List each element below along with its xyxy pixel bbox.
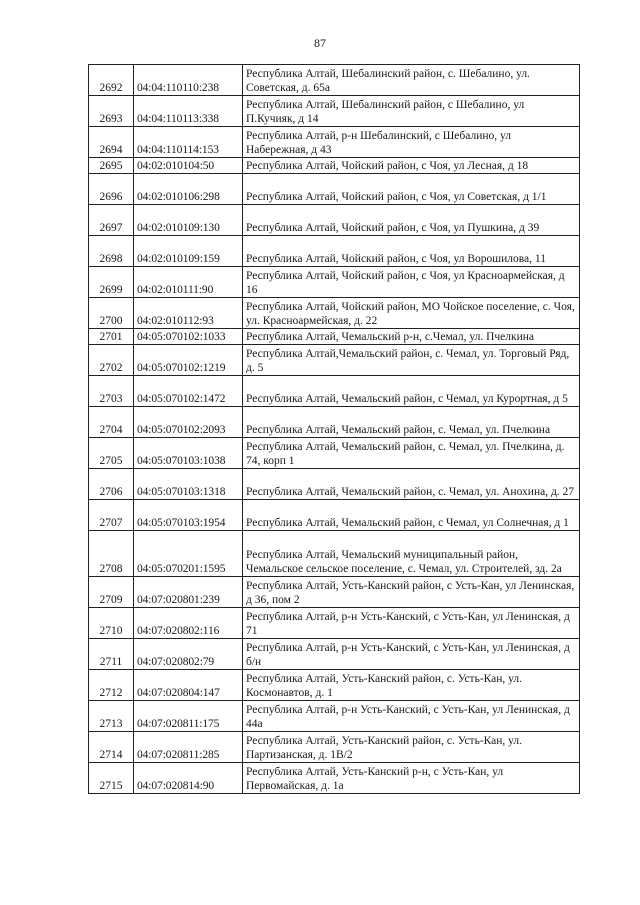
cadastral-number-cell: 04:05:070103:1318 bbox=[134, 469, 243, 500]
cadastral-number-cell: 04:07:020811:285 bbox=[134, 732, 243, 763]
address-cell: Республика Алтай, Шебалинский район, с Шебалино, ул П.Кучияк, д 14 bbox=[243, 96, 580, 127]
registry-table bbox=[88, 64, 580, 794]
cadastral-number-cell: 04:02:010104:50 bbox=[134, 158, 243, 174]
table-row bbox=[89, 469, 580, 500]
cadastral-number-cell: 04:05:070103:1954 bbox=[134, 500, 243, 531]
row-number-cell: 2707 bbox=[89, 500, 134, 531]
registry-table-body bbox=[89, 65, 580, 794]
address-cell: Республика Алтай, Чемальский район, с. Чемал, ул. Пчелкина bbox=[243, 407, 580, 438]
cadastral-number-cell: 04:07:020811:175 bbox=[134, 701, 243, 732]
row-number-cell: 2715 bbox=[89, 763, 134, 794]
address-cell: Республика Алтай, Усть-Канский р-н, с Усть-Кан, ул Первомайская, д. 1а bbox=[243, 763, 580, 794]
row-number-cell: 2708 bbox=[89, 531, 134, 577]
cadastral-number-cell: 04:02:010106:298 bbox=[134, 174, 243, 205]
cadastral-number-cell: 04:05:070201:1595 bbox=[134, 531, 243, 577]
table-row bbox=[89, 763, 580, 794]
address-cell: Республика Алтай, Чойский район, с Чоя, ул Ворошилова, 11 bbox=[243, 236, 580, 267]
address-cell: Республика Алтай, Чемальский район, с Чемал, ул Курортная, д 5 bbox=[243, 376, 580, 407]
row-number-cell: 2699 bbox=[89, 267, 134, 298]
cadastral-number-cell: 04:04:110113:338 bbox=[134, 96, 243, 127]
table-row bbox=[89, 329, 580, 345]
table-row bbox=[89, 407, 580, 438]
address-cell: Республика Алтай, Чойский район, с Чоя, ул Пушкина, д 39 bbox=[243, 205, 580, 236]
table-row bbox=[89, 127, 580, 158]
row-number-cell: 2710 bbox=[89, 608, 134, 639]
cadastral-number-cell: 04:07:020814:90 bbox=[134, 763, 243, 794]
table-row bbox=[89, 701, 580, 732]
table-row bbox=[89, 376, 580, 407]
address-cell: Республика Алтай, Усть-Канский район, с Усть-Кан, ул Ленинская, д 36, пом 2 bbox=[243, 577, 580, 608]
row-number-cell: 2694 bbox=[89, 127, 134, 158]
table-row bbox=[89, 267, 580, 298]
cadastral-number-cell: 04:02:010109:130 bbox=[134, 205, 243, 236]
cadastral-number-cell: 04:04:110114:153 bbox=[134, 127, 243, 158]
address-cell: Республика Алтай, Чойский район, с Чоя, ул Красноармейская, д 16 bbox=[243, 267, 580, 298]
cadastral-number-cell: 04:05:070102:1472 bbox=[134, 376, 243, 407]
address-cell: Республика Алтай, Чемальский район, с. Чемал, ул. Анохина, д. 27 bbox=[243, 469, 580, 500]
row-number-cell: 2706 bbox=[89, 469, 134, 500]
cadastral-number-cell: 04:04:110110:238 bbox=[134, 65, 243, 96]
row-number-cell: 2700 bbox=[89, 298, 134, 329]
page-number: 87 bbox=[314, 36, 326, 50]
table-row bbox=[89, 608, 580, 639]
row-number-cell: 2698 bbox=[89, 236, 134, 267]
table-row bbox=[89, 500, 580, 531]
row-number-cell: 2712 bbox=[89, 670, 134, 701]
row-number-cell: 2692 bbox=[89, 65, 134, 96]
address-cell: Республика Алтай, р-н Шебалинский, с Шебалино, ул Набережная, д 43 bbox=[243, 127, 580, 158]
table-row bbox=[89, 236, 580, 267]
table-row bbox=[89, 670, 580, 701]
table-row bbox=[89, 345, 580, 376]
row-number-cell: 2713 bbox=[89, 701, 134, 732]
address-cell: Республика Алтай, Чойский район, МО Чойское поселение, с. Чоя, ул. Красноармейская, д. 22 bbox=[243, 298, 580, 329]
table-row bbox=[89, 577, 580, 608]
cadastral-number-cell: 04:07:020802:116 bbox=[134, 608, 243, 639]
cadastral-number-cell: 04:05:070102:1219 bbox=[134, 345, 243, 376]
cadastral-number-cell: 04:07:020802:79 bbox=[134, 639, 243, 670]
table-row bbox=[89, 438, 580, 469]
table-row bbox=[89, 174, 580, 205]
row-number-cell: 2703 bbox=[89, 376, 134, 407]
row-number-cell: 2714 bbox=[89, 732, 134, 763]
row-number-cell: 2704 bbox=[89, 407, 134, 438]
row-number-cell: 2695 bbox=[89, 158, 134, 174]
table-row bbox=[89, 65, 580, 96]
cadastral-number-cell: 04:05:070102:2093 bbox=[134, 407, 243, 438]
table-row bbox=[89, 639, 580, 670]
cadastral-number-cell: 04:02:010109:159 bbox=[134, 236, 243, 267]
address-cell: Республика Алтай, Шебалинский район, с. Шебалино, ул. Советская, д. 65а bbox=[243, 65, 580, 96]
cadastral-number-cell: 04:02:010112:93 bbox=[134, 298, 243, 329]
table-row bbox=[89, 205, 580, 236]
table-row bbox=[89, 298, 580, 329]
address-cell: Республика Алтай, Чойский район, с Чоя, ул Лесная, д 18 bbox=[243, 158, 580, 174]
table-row bbox=[89, 732, 580, 763]
address-cell: Республика Алтай,Чемальский район, с. Чемал, ул. Торговый Ряд, д. 5 bbox=[243, 345, 580, 376]
cadastral-number-cell: 04:05:070103:1038 bbox=[134, 438, 243, 469]
row-number-cell: 2705 bbox=[89, 438, 134, 469]
cadastral-number-cell: 04:07:020801:239 bbox=[134, 577, 243, 608]
row-number-cell: 2693 bbox=[89, 96, 134, 127]
address-cell: Республика Алтай, Усть-Канский район, с. Усть-Кан, ул. Космонавтов, д. 1 bbox=[243, 670, 580, 701]
address-cell: Республика Алтай, Чемальский район, с. Чемал, ул. Пчелкина, д. 74, корп 1 bbox=[243, 438, 580, 469]
cadastral-number-cell: 04:02:010111:90 bbox=[134, 267, 243, 298]
row-number-cell: 2702 bbox=[89, 345, 134, 376]
address-cell: Республика Алтай, Чойский район, с Чоя, ул Советская, д 1/1 bbox=[243, 174, 580, 205]
address-cell: Республика Алтай, р-н Усть-Канский, с Усть-Кан, ул Ленинская, д 44а bbox=[243, 701, 580, 732]
cadastral-number-cell: 04:05:070102:1033 bbox=[134, 329, 243, 345]
row-number-cell: 2701 bbox=[89, 329, 134, 345]
row-number-cell: 2711 bbox=[89, 639, 134, 670]
address-cell: Республика Алтай, Чемальский муниципальный район, Чемальское сельское поселение, с. Чемал, ул. Строителей, зд. 2а bbox=[243, 531, 580, 577]
address-cell: Республика Алтай, Усть-Канский район, с. Усть-Кан, ул. Партизанская, д. 1В/2 bbox=[243, 732, 580, 763]
cadastral-number-cell: 04:07:020804:147 bbox=[134, 670, 243, 701]
address-cell: Республика Алтай, р-н Усть-Канский, с Усть-Кан, ул Ленинская, д б/н bbox=[243, 639, 580, 670]
address-cell: Республика Алтай, р-н Усть-Канский, с Усть-Кан, ул Ленинская, д 71 bbox=[243, 608, 580, 639]
row-number-cell: 2696 bbox=[89, 174, 134, 205]
row-number-cell: 2697 bbox=[89, 205, 134, 236]
table-row bbox=[89, 96, 580, 127]
table-row bbox=[89, 158, 580, 174]
row-number-cell: 2709 bbox=[89, 577, 134, 608]
table-row bbox=[89, 531, 580, 577]
address-cell: Республика Алтай, Чемальский р-н, с.Чемал, ул. Пчелкина bbox=[243, 329, 580, 345]
address-cell: Республика Алтай, Чемальский район, с Чемал, ул Солнечная, д 1 bbox=[243, 500, 580, 531]
